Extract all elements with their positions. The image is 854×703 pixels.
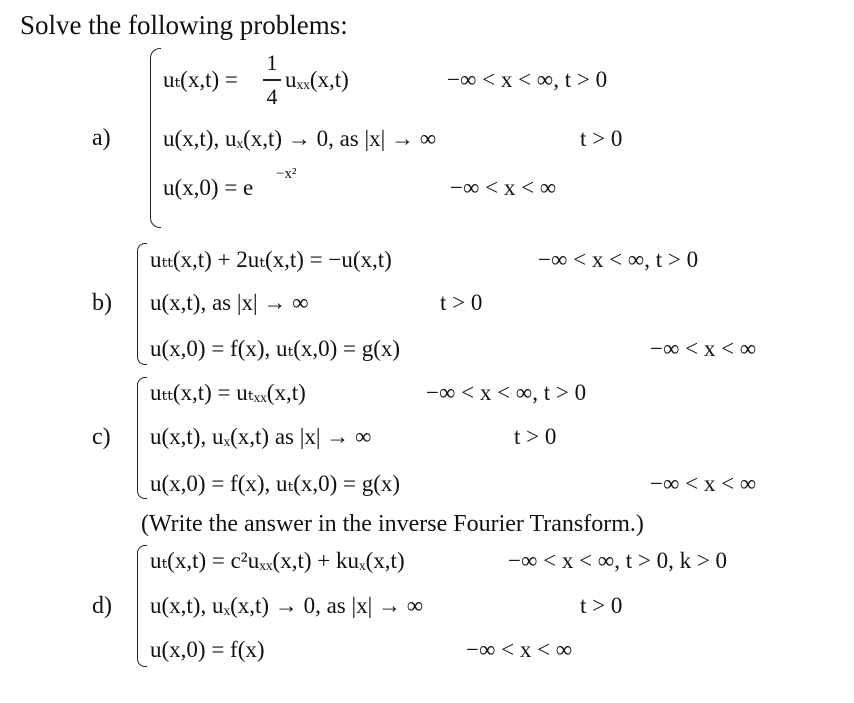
boundary-condition: u(x,t), uₓ(x,t) → 0, as |x| → ∞ xyxy=(163,126,437,151)
boundary-condition: u(x,t), as |x| → ∞ xyxy=(150,290,309,315)
ic-domain: −∞ < x < ∞ xyxy=(450,175,557,200)
initial-condition: u(x,0) = f(x) xyxy=(150,637,265,662)
bc-domain: t > 0 xyxy=(514,424,557,449)
ic-domain: −∞ < x < ∞ xyxy=(650,336,757,361)
pde-domain: −∞ < x < ∞, t > 0 xyxy=(538,247,699,272)
ic-domain: −∞ < x < ∞ xyxy=(466,637,573,662)
initial-condition: u(x,0) = f(x), uₜ(x,0) = g(x) xyxy=(150,336,401,361)
problem-label: d) xyxy=(92,593,112,619)
ic-exponent: −x² xyxy=(276,166,297,182)
pde: uₜₜ(x,t) = uₜₓₓ(x,t) xyxy=(150,380,306,405)
pde-rhs: uₓₓ(x,t) xyxy=(285,67,349,92)
left-brace xyxy=(137,545,147,667)
initial-condition: u(x,0) = e xyxy=(163,175,254,200)
pde-domain: −∞ < x < ∞, t > 0 xyxy=(426,380,587,405)
pde-domain: −∞ < x < ∞, t > 0 xyxy=(447,67,608,92)
problem-label: a) xyxy=(92,125,111,151)
left-brace xyxy=(137,377,147,499)
boundary-condition: u(x,t), uₓ(x,t) → 0, as |x| → ∞ xyxy=(150,593,424,618)
left-brace xyxy=(150,48,161,228)
problem-label: b) xyxy=(92,290,112,316)
fraction-numerator: 1 xyxy=(266,50,278,75)
left-brace xyxy=(137,243,147,365)
boundary-condition: u(x,t), uₓ(x,t) as |x| → ∞ xyxy=(150,424,372,449)
fraction-bar xyxy=(263,79,281,81)
ic-domain: −∞ < x < ∞ xyxy=(650,471,757,496)
problem-note: (Write the answer in the inverse Fourier Transform.) xyxy=(141,511,644,537)
pde: uₜ(x,t) = c²uₓₓ(x,t) + kuₓ(x,t) xyxy=(150,548,405,573)
bc-domain: t > 0 xyxy=(580,593,623,618)
page-heading: Solve the following problems: xyxy=(20,10,348,40)
initial-condition: u(x,0) = f(x), uₜ(x,0) = g(x) xyxy=(150,471,401,496)
problem-label: c) xyxy=(92,424,111,450)
pde: uₜₜ(x,t) + 2uₜ(x,t) = −u(x,t) xyxy=(150,247,392,272)
pde-lhs: uₜ(x,t) = xyxy=(163,67,238,92)
pde-domain: −∞ < x < ∞, t > 0, k > 0 xyxy=(508,548,728,573)
bc-domain: t > 0 xyxy=(440,290,483,315)
fraction-denominator: 4 xyxy=(266,84,278,109)
bc-domain: t > 0 xyxy=(580,126,623,151)
